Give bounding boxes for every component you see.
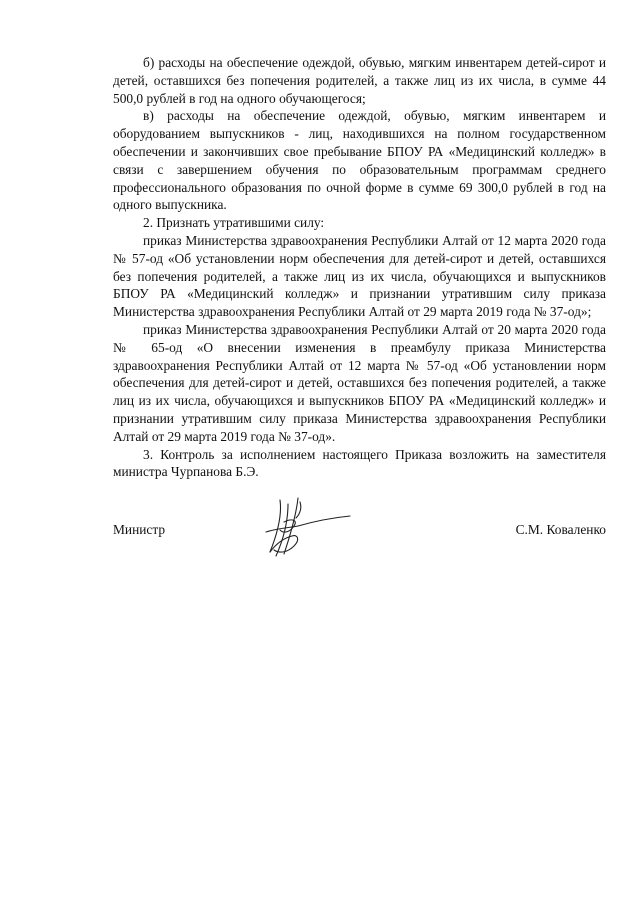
- document-body: [113, 54, 606, 481]
- paragraph-control: 3. Контроль за исполнением настоящего Приказа возложить на заместителя министра Чурпанова Б.Э.: [113, 446, 606, 480]
- handwritten-signature-icon: [258, 494, 354, 562]
- signatory-title: Министр: [113, 522, 166, 537]
- signature-block: [113, 521, 606, 545]
- paragraph-expenses-orphans: б) расходы на обеспечение одеждой, обувью, мягким инвентарем детей-сирот и детей, оставшихся без попечения родителей, а также лиц из их числа, в сумме 44 500,0 рублей в год на одного обучающегося;: [113, 55, 606, 106]
- paragraph-expenses-graduates: в) расходы на обеспечение одеждой, обувью, мягким инвентарем и оборудованием выпускников - лиц, находившихся на полном государственном обеспечении и закончивших свое пребывание БПОУ РА «Медицинский колледж» в связи с завершением обучения по образовательным программам среднего профессионального образования по очной форме в сумме 69 300,0 рублей в год на одного выпускника.: [113, 108, 606, 213]
- signatory-name: С.М. Коваленко: [515, 522, 606, 537]
- paragraph-repeal-order-65: приказ Министерства здравоохранения Республики Алтай от 20 марта 2020 года № 65-од «О внесении изменения в преамбулу приказа Министерства здравоохранения Республики Алтай от 12 марта № 57-од «Об установлении норм обеспечения для детей-сирот и детей, оставшихся без попечения родителей, а также лиц из их числа, обучающихся и выпускников БПОУ РА «Медицинский колледж» и признании утратившим силу приказа Министерства здравоохранения Республики Алтай от 29 марта 2019 года № 37-од».: [113, 321, 606, 444]
- paragraph-repeal-heading: 2. Признать утратившими силу:: [143, 215, 325, 231]
- paragraph-repeal-order-57: приказ Министерства здравоохранения Республики Алтай от 12 марта 2020 года № 57-од «Об установлении норм обеспечения для детей-сирот и детей, оставшихся без попечения родителей, а также лиц из их числа, обучающихся и выпускников БПОУ РА «Медицинский колледж» и признании утратившим силу приказа Министерства здравоохранения Республики Алтай от 29 марта 2019 года № 37-од»;: [113, 232, 606, 320]
